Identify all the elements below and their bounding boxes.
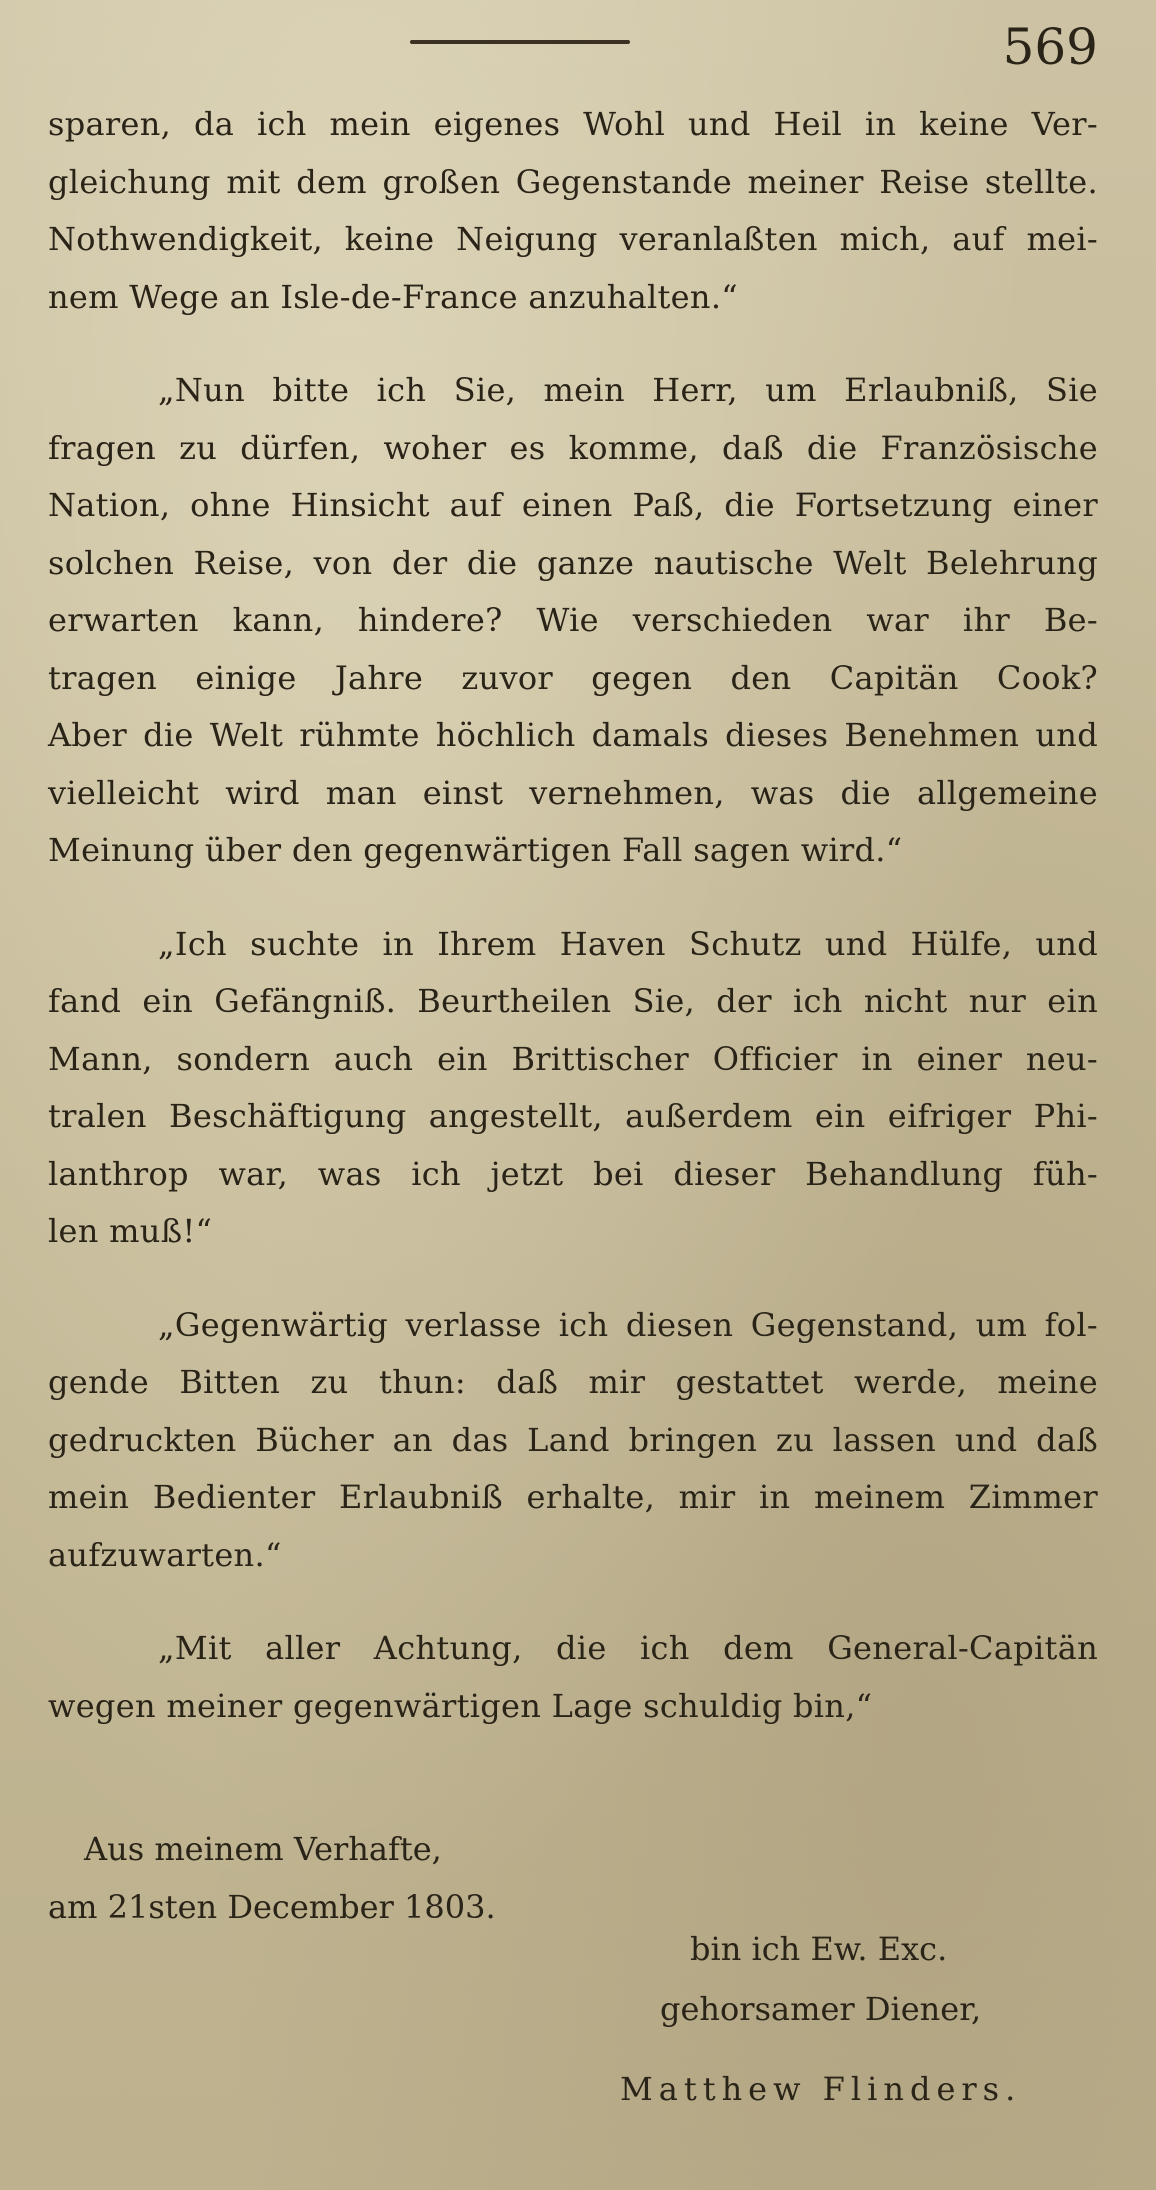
text-line-content: „Mit aller Achtung, die ich dem General-Capitän	[158, 1629, 1098, 1667]
text-line-content: „Ich suchte in Ihrem Haven Schutz und Hülfe, und	[158, 924, 1098, 963]
text-line: Nation, ohne Hinsicht auf einen Paß, die Fortsetzung einer	[48, 486, 1098, 524]
closing-place: Aus meinem Verhafte,	[84, 1830, 442, 1868]
signature: Matthew Flinders.	[620, 2070, 1022, 2108]
text-line: gende Bitten zu thun: daß mir gestattet werde, meine	[48, 1363, 1098, 1401]
text-line: Nothwendigkeit, keine Neigung veranlaßten mich, auf mei-	[48, 220, 1098, 258]
page-number: 569	[1002, 18, 1098, 76]
body-text	[48, 96, 1098, 1771]
closing-servant: gehorsamer Diener,	[660, 1990, 982, 2028]
header-rule	[410, 40, 630, 44]
text-line: Meinung über den gegenwärtigen Fall sagen wird.“	[48, 831, 903, 869]
text-line: solchen Reise, von der die ganze nautische Welt Belehrung	[48, 543, 1098, 582]
text-line: tragen einige Jahre zuvor gegen den Capitän Cook?	[48, 658, 1098, 697]
text-line: len muß!“	[48, 1212, 213, 1250]
text-line: lanthrop war, was ich jetzt bei dieser Behandlung füh-	[48, 1154, 1098, 1193]
paragraph	[48, 362, 1098, 880]
text-line: fragen zu dürfen, woher es komme, daß die Französische	[48, 428, 1098, 467]
paragraph	[48, 96, 1098, 326]
text-line: gleichung mit dem großen Gegenstande meiner Reise stellte.	[48, 162, 1098, 201]
text-line-content: „Nun bitte ich Sie, mein Herr, um Erlaubniß, Sie	[158, 371, 1098, 409]
text-line: nem Wege an Isle-de-France anzuhalten.“	[48, 277, 738, 316]
paragraph	[48, 1620, 1098, 1735]
closing-date: am 21sten December 1803.	[48, 1888, 496, 1926]
text-line: sparen, da ich mein eigenes Wohl und Heil in keine Ver-	[48, 105, 1098, 143]
paragraph	[48, 1297, 1098, 1585]
text-line: Aber die Welt rühmte höchlich damals dieses Benehmen und	[48, 716, 1098, 754]
text-line: wegen meiner gegenwärtigen Lage schuldig bin,“	[48, 1686, 873, 1725]
text-line: aufzuwarten.“	[48, 1535, 282, 1574]
text-line-content: „Gegenwärtig verlasse ich diesen Gegenstand, um fol-	[158, 1305, 1098, 1344]
closing-salutation: bin ich Ew. Exc.	[690, 1930, 948, 1968]
text-line	[48, 1297, 1098, 1355]
text-line	[48, 362, 1098, 420]
paragraph	[48, 916, 1098, 1261]
text-line: gedruckten Bücher an das Land bringen zu lassen und daß	[48, 1420, 1098, 1459]
text-line	[48, 916, 1098, 974]
text-line: fand ein Gefängniß. Beurtheilen Sie, der ich nicht nur ein	[48, 982, 1098, 1020]
text-line: tralen Beschäftigung angestellt, außerdem ein eifriger Phi-	[48, 1097, 1098, 1135]
text-line: erwarten kann, hindere? Wie verschieden war ihr Be-	[48, 601, 1098, 639]
text-line: Mann, sondern auch ein Brittischer Officier in einer neu-	[48, 1039, 1098, 1078]
text-line	[48, 1620, 1098, 1678]
text-line: mein Bedienter Erlaubniß erhalte, mir in meinem Zimmer	[48, 1478, 1098, 1516]
text-line: vielleicht wird man einst vernehmen, was die allgemeine	[48, 773, 1098, 812]
